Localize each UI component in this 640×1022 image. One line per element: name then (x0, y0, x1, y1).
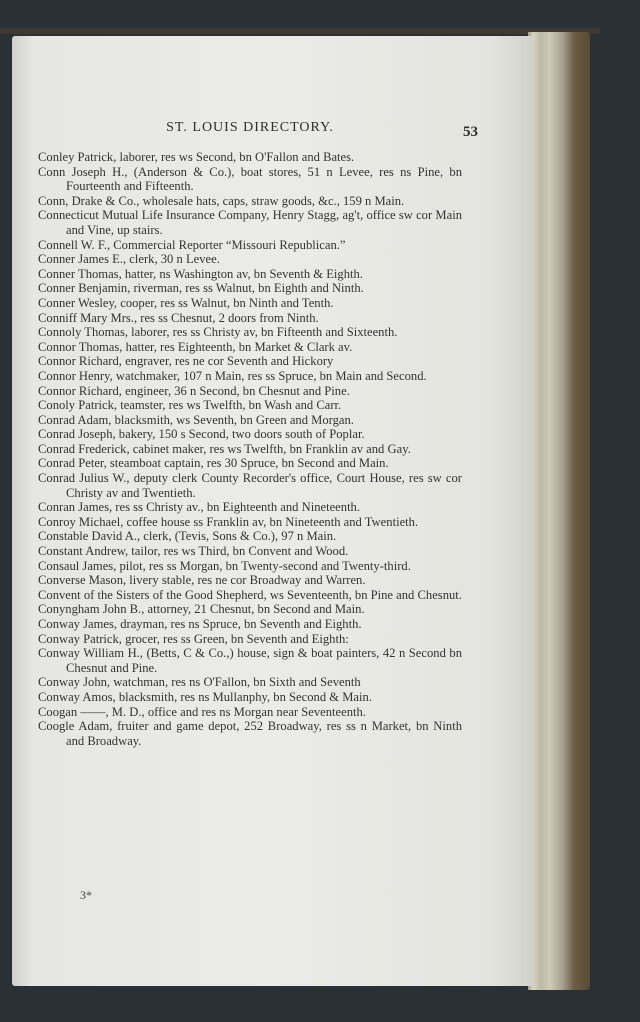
directory-entry: Consaul James, pilot, res ss Morgan, bn Twenty-second and Twenty-third. (38, 558, 411, 573)
directory-entry: Conoly Patrick, teamster, res ws Twelfth, bn Wash and Carr. (38, 398, 342, 413)
directory-entry: Conner Benjamin, riverman, res ss Walnut, bn Eighth and Ninth. (38, 281, 364, 296)
directory-entries (38, 150, 462, 748)
directory-entry: Conran James, res ss Christy av., bn Eighteenth and Nineteenth. (38, 500, 361, 515)
directory-entry: Conley Patrick, laborer, res ws Second, bn O'Fallon and Bates. (38, 150, 355, 164)
directory-entry: Constable David A., clerk, (Tevis, Sons & Co.), 97 n Main. (38, 529, 337, 544)
directory-entry: Convent of the Sisters of the Good Shepherd, ws Seventeenth, bn Pine and Chesnut. (38, 587, 462, 602)
directory-entry: Converse Mason, livery stable, res ne cor Broadway and Warren. (38, 573, 366, 588)
directory-entry: Conway William H., (Betts, C & Co.,) house, sign & boat painters, 42 n Second bn Chesnut and Pine. (38, 646, 462, 675)
directory-entry: Coogle Adam, fruiter and game depot, 252 Broadway, res ss n Market, bn Ninth and Broadway. (38, 719, 462, 748)
directory-entry: Conrad Peter, steamboat captain, res 30 Spruce, bn Second and Main. (38, 456, 389, 471)
directory-entry: Connoly Thomas, laborer, res ss Christy av, bn Fifteenth and Sixteenth. (38, 325, 398, 340)
directory-entry: Conway Patrick, grocer, res ss Green, bn Seventh and Eighth: (38, 631, 349, 646)
directory-entry: Conner Wesley, cooper, res ss Walnut, bn Ninth and Tenth. (38, 295, 334, 310)
directory-entry: Connor Richard, engineer, 36 n Second, bn Chesnut and Pine. (38, 383, 350, 398)
directory-entry: Conner Thomas, hatter, ns Washington av, bn Seventh & Eighth. (38, 266, 363, 281)
directory-entry: Connor Henry, watchmaker, 107 n Main, res ss Spruce, bn Main and Second. (38, 368, 427, 383)
directory-entry: Conn, Drake & Co., wholesale hats, caps, straw goods, &c., 159 n Main. (38, 193, 405, 208)
signature-mark: 3* (80, 888, 92, 902)
directory-entry: Coogan ——, M. D., office and res ns Morgan near Seventeenth. (38, 704, 366, 719)
running-header (30, 120, 478, 140)
directory-entry: Conroy Michael, coffee house ss Franklin av, bn Nineteenth and Twentieth. (38, 514, 419, 529)
directory-entry: Conrad Adam, blacksmith, ws Seventh, bn Green and Morgan. (38, 412, 354, 427)
directory-entry: Conner James E., clerk, 30 n Levee. (38, 252, 220, 267)
directory-entry: Conniff Mary Mrs., res ss Chesnut, 2 doors from Ninth. (38, 310, 319, 325)
directory-entry: Conway James, drayman, res ns Spruce, bn Seventh and Eighth. (38, 617, 362, 631)
page-title: ST. LOUIS DIRECTORY. (166, 120, 334, 135)
book-cover-edge (0, 28, 600, 34)
directory-entry: Connor Richard, engraver, res ne cor Seventh and Hickory (38, 354, 334, 369)
directory-entry: Conrad Joseph, bakery, 150 s Second, two doors south of Poplar. (38, 427, 365, 442)
directory-entry: Conway Amos, blacksmith, res ns Mullanphy, bn Second & Main. (38, 689, 372, 704)
directory-entry: Connecticut Mutual Life Insurance Company, Henry Stagg, ag't, office sw cor Main and Vine, up stairs. (38, 208, 462, 237)
directory-entry: Conrad Frederick, cabinet maker, res ws Twelfth, bn Franklin av and Gay. (38, 441, 411, 456)
page-edges (528, 32, 590, 990)
directory-entry: Conyngham John B., attorney, 21 Chesnut, bn Second and Main. (38, 602, 365, 617)
directory-entry: Conway John, watchman, res ns O'Fallon, bn Sixth and Seventh (38, 675, 361, 690)
directory-entry: Conn Joseph H., (Anderson & Co.), boat stores, 51 n Levee, res ns Pine, bn Fourteenth and Fifteenth. (38, 164, 462, 194)
page-number: 53 (463, 124, 478, 140)
directory-entry: Connor Thomas, hatter, res Eighteenth, bn Market & Clark av. (38, 339, 353, 354)
directory-entry: Conrad Julius W., deputy clerk County Recorder's office, Court House, res sw cor Christy av and Twentieth. (38, 471, 462, 500)
directory-entry: Constant Andrew, tailor, res ws Third, bn Convent and Wood. (38, 544, 349, 559)
directory-entry: Connell W. F., Commercial Reporter “Missouri Republican.” (38, 237, 346, 252)
